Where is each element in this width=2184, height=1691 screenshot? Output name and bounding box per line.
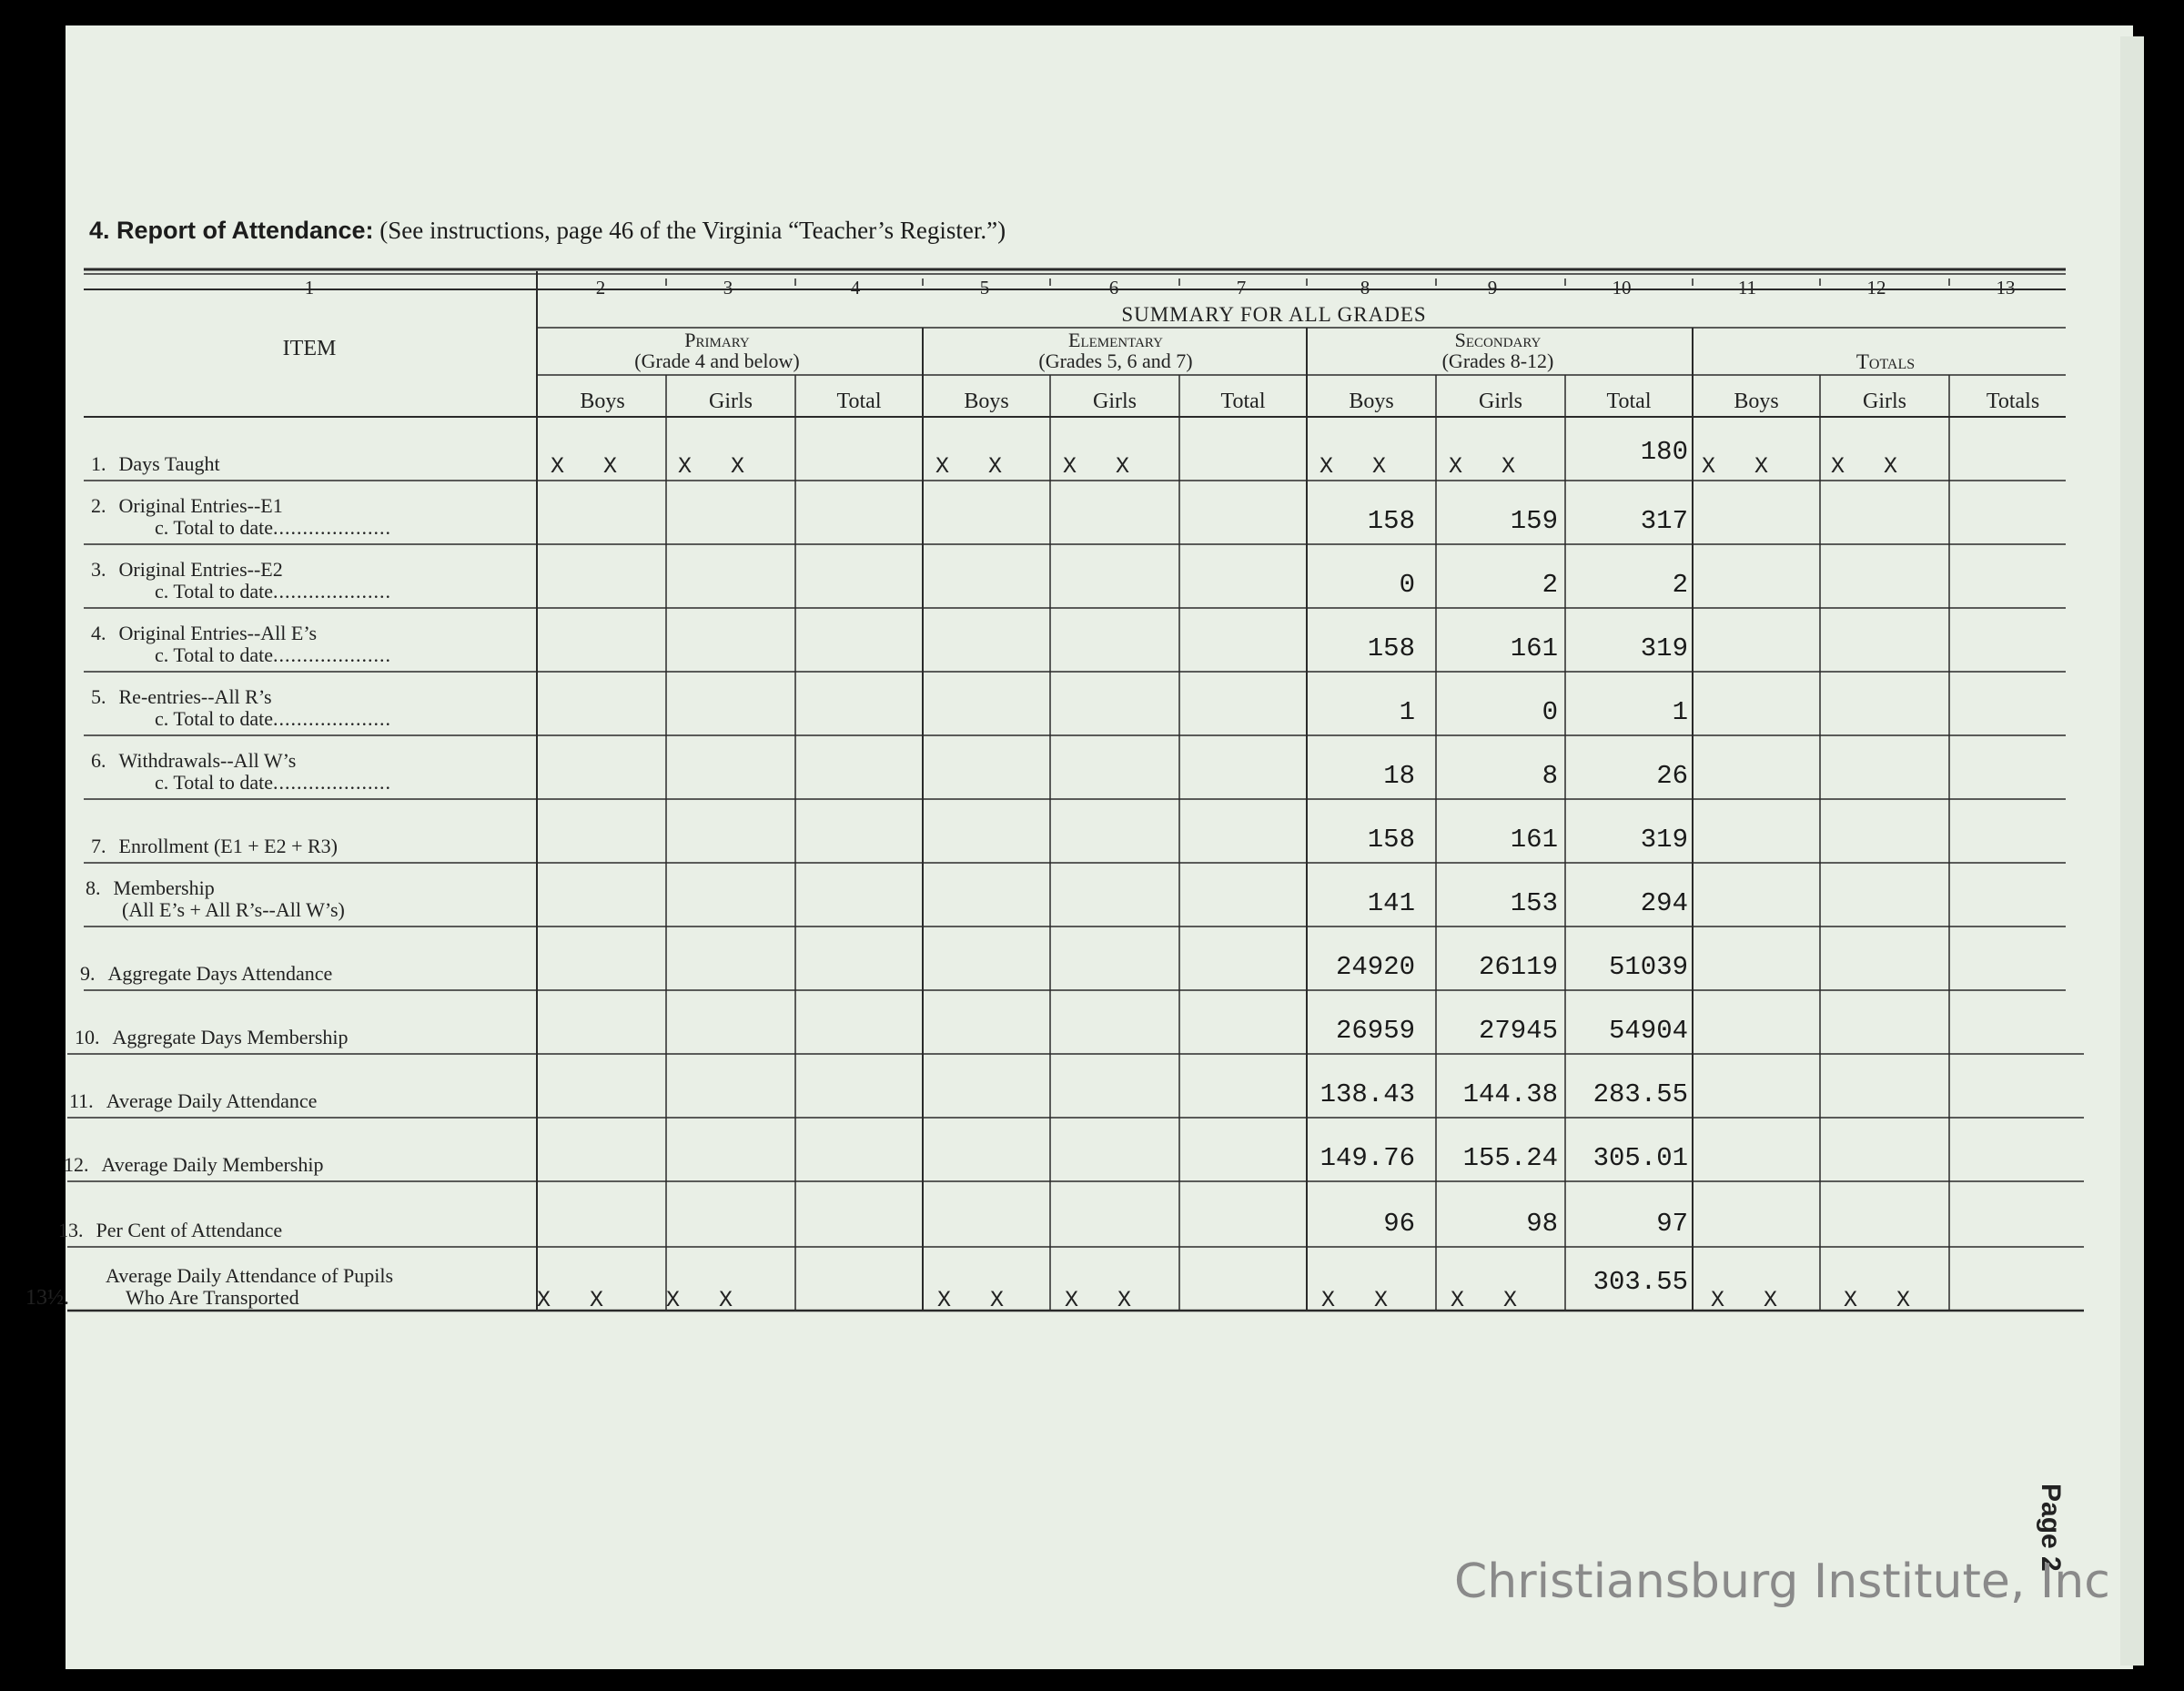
page-number: Page 2: [2036, 1483, 2066, 1572]
row-label-text: Original Entries--E2: [118, 558, 283, 581]
column-number: 6: [1108, 277, 1119, 299]
row-label: [91, 453, 220, 475]
total-value: 26: [1656, 761, 1688, 791]
column-number: 10: [1612, 277, 1632, 299]
girls-value: 27945: [1478, 1016, 1558, 1046]
total-value: 305.01: [1592, 1143, 1688, 1173]
row-label-text: Original Entries--All E’s: [118, 622, 318, 644]
boys-value: 18: [1383, 761, 1415, 791]
elementary-grades: (Grades 5, 6 and 7): [1038, 349, 1193, 372]
boys-value: 149.76: [1320, 1143, 1415, 1173]
row-number: 13.: [58, 1219, 84, 1241]
boys-value: 26959: [1335, 1016, 1415, 1046]
secondary-grades: (Grades 8-12): [1441, 349, 1554, 372]
x-mark: X X: [551, 453, 618, 480]
girls-value: 98: [1526, 1209, 1558, 1239]
girls-value: 161: [1510, 825, 1558, 855]
total-value: 51039: [1608, 952, 1688, 982]
total-value: 319: [1640, 825, 1688, 855]
column-number: 7: [1236, 277, 1247, 299]
x-mark: X X: [1711, 1287, 1778, 1313]
row-label: [91, 835, 338, 857]
girls-value: 161: [1510, 633, 1558, 663]
row-label-text: Aggregate Days Membership: [112, 1026, 349, 1048]
x-mark: X X: [1702, 453, 1769, 480]
row-label-text: Average Daily Attendance of Pupils: [106, 1264, 394, 1287]
total-value: 97: [1656, 1209, 1688, 1239]
sub-header: Total: [836, 390, 882, 413]
row-label-text: Re-entries--All R’s: [118, 685, 272, 708]
summary-header: SUMMARY FOR ALL GRADES: [1121, 303, 1427, 326]
leader-dots: ....................: [273, 643, 392, 666]
row-label-text: Per Cent of Attendance: [96, 1219, 283, 1241]
row-sublabel: c. Total to date: [155, 580, 274, 602]
row-sublabel: (All E’s + All R’s--All W’s): [122, 898, 345, 921]
sub-header: Boys: [1349, 390, 1394, 413]
elementary-header: Elementary: [1068, 329, 1163, 351]
girls-value: 153: [1510, 888, 1558, 918]
girls-value: 8: [1542, 761, 1558, 791]
row-label: [91, 686, 391, 730]
row-label: [91, 559, 391, 602]
row-sublabel: c. Total to date: [155, 643, 274, 666]
row-number: 5.: [91, 685, 106, 708]
sub-header: Boys: [1734, 390, 1779, 413]
row-label: [75, 1027, 349, 1048]
row-label-text: Original Entries--E1: [118, 494, 283, 517]
boys-value: 158: [1367, 825, 1415, 855]
row-label-text: Enrollment (E1 + E2 + R3): [118, 835, 338, 857]
totals-header: Totals: [1855, 350, 1916, 373]
x-mark: X X: [537, 1287, 604, 1313]
row-label: [86, 877, 345, 921]
row-label-text: Withdrawals--All W’s: [118, 749, 297, 772]
row-label-text: Days Taught: [118, 452, 220, 475]
row-sublabel: c. Total to date: [155, 516, 274, 539]
row-label: [91, 495, 391, 539]
sub-header: Girls: [709, 390, 753, 413]
row-number: 13½.: [25, 1286, 69, 1310]
row-number: 11.: [69, 1089, 94, 1112]
total-value: 317: [1640, 506, 1688, 536]
sub-header: Boys: [964, 390, 1009, 413]
boys-value: 0: [1399, 570, 1415, 600]
leader-dots: ....................: [273, 771, 392, 794]
section-note: (See instructions, page 46 of the Virginia “Teacher’s Register.”): [379, 217, 1006, 244]
x-mark: X X: [937, 1287, 1005, 1313]
total-value: 319: [1640, 633, 1688, 663]
x-mark: X X: [1844, 1287, 1911, 1313]
row-number: 3.: [91, 558, 106, 581]
boys-value: 138.43: [1320, 1079, 1415, 1109]
total-value: 283.55: [1592, 1079, 1688, 1109]
total-value: 294: [1640, 888, 1688, 918]
total-value: 180: [1640, 437, 1688, 467]
sub-header: Total: [1220, 390, 1266, 413]
girls-value: 144.38: [1462, 1079, 1558, 1109]
row-number: 6.: [91, 749, 106, 772]
sub-header: Boys: [580, 390, 625, 413]
x-mark: X X: [666, 1287, 733, 1313]
x-mark: X X: [678, 453, 745, 480]
row-label: [91, 623, 391, 666]
row-label: [58, 1220, 282, 1241]
row-label: [91, 750, 391, 794]
row-number: 12.: [64, 1153, 89, 1176]
row-number: 7.: [91, 835, 106, 857]
boys-value: 158: [1367, 506, 1415, 536]
column-number: 12: [1866, 277, 1886, 299]
column-number: 8: [1360, 277, 1370, 299]
total-value: 1: [1672, 697, 1688, 727]
section-title: 4. Report of Attendance:: [89, 217, 374, 244]
boys-value: 1: [1399, 697, 1415, 727]
row-number: 4.: [91, 622, 106, 644]
row-label-text: Average Daily Attendance: [106, 1089, 318, 1112]
column-number: 3: [723, 277, 733, 299]
boys-value: 96: [1383, 1209, 1415, 1239]
row-label: [64, 1154, 323, 1176]
sub-header: Girls: [1863, 390, 1906, 413]
primary-grades: (Grade 4 and below): [634, 349, 800, 372]
column-number: 4: [850, 277, 861, 299]
row-number: 8.: [86, 876, 101, 899]
girls-value: 26119: [1478, 952, 1558, 982]
sub-header: Total: [1606, 390, 1652, 413]
x-mark: X X: [935, 453, 1003, 480]
watermark: Christiansburg Institute, Inc: [1454, 1554, 2110, 1609]
boys-value: 158: [1367, 633, 1415, 663]
girls-value: 2: [1542, 570, 1558, 600]
x-mark: X X: [1065, 1287, 1132, 1313]
x-mark: X X: [1449, 453, 1516, 480]
column-number: 2: [595, 277, 606, 299]
x-mark: X X: [1451, 1287, 1518, 1313]
total-value: 54904: [1608, 1016, 1688, 1046]
column-number: 5: [979, 277, 990, 299]
row-label: [80, 963, 332, 985]
secondary-header: Secondary: [1454, 329, 1542, 351]
row-label-text: Aggregate Days Attendance: [107, 962, 333, 985]
column-number: 1: [304, 277, 315, 299]
girls-value: 159: [1510, 506, 1558, 536]
leader-dots: ....................: [273, 580, 392, 602]
x-mark: X X: [1321, 1287, 1389, 1313]
sub-header: Totals: [1986, 390, 2040, 413]
column-number: 13: [1996, 277, 2016, 299]
x-mark: X X: [1320, 453, 1387, 480]
row-sublabel: Who Are Transported: [126, 1286, 299, 1309]
row-number: 1.: [91, 452, 106, 475]
item-header: ITEM: [282, 337, 337, 360]
sub-header: Girls: [1479, 390, 1522, 413]
total-value: 303.55: [1592, 1267, 1688, 1297]
girls-value: 155.24: [1462, 1143, 1558, 1173]
girls-value: 0: [1542, 697, 1558, 727]
boys-value: 24920: [1335, 952, 1415, 982]
primary-header: Primary: [684, 329, 750, 351]
row-sublabel: c. Total to date: [155, 707, 274, 730]
boys-value: 141: [1367, 888, 1415, 918]
row-label-text: Membership: [113, 876, 215, 899]
row-sublabel: c. Total to date: [155, 771, 274, 794]
x-mark: X X: [1063, 453, 1130, 480]
row-number: 9.: [80, 962, 96, 985]
leader-dots: ....................: [273, 516, 392, 539]
row-label: [69, 1090, 317, 1112]
row-number: 2.: [91, 494, 106, 517]
x-mark: X X: [1831, 453, 1898, 480]
row-label-text: Average Daily Membership: [101, 1153, 324, 1176]
column-number: 9: [1487, 277, 1498, 299]
row-number: 10.: [75, 1026, 100, 1048]
total-value: 2: [1672, 570, 1688, 600]
leader-dots: ....................: [273, 707, 392, 730]
column-number: 11: [1737, 277, 1757, 299]
sub-header: Girls: [1093, 390, 1137, 413]
